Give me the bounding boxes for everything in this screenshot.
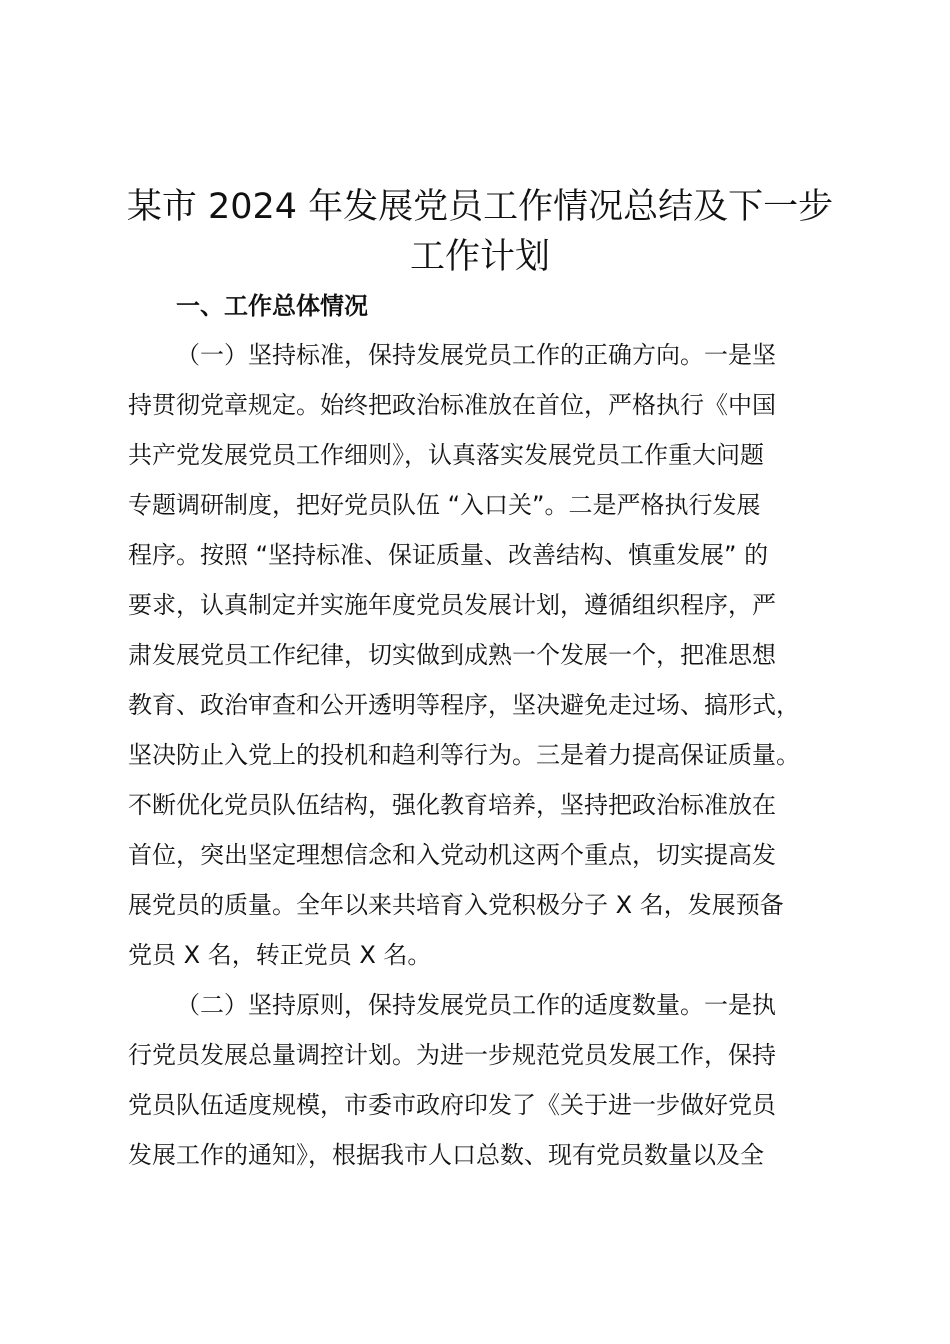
- paragraph-line: 坚决防止入党上的投机和趋利等行为。三是着力提高保证质量。: [128, 741, 800, 769]
- paragraph-line: 要求，认真制定并实施年度党员发展计划，遵循组织程序，严: [128, 591, 776, 619]
- title-line-1: 某市 2024 年发展党员工作情况总结及下一步: [126, 187, 834, 227]
- paragraph-line: 持贯彻党章规定。始终把政治标准放在首位，严格执行《中国: [128, 391, 776, 419]
- paragraph-line: 专题调研制度，把好党员队伍 “入口关”。二是严格执行发展: [128, 491, 761, 519]
- paragraph-line: （一）坚持标准，保持发展党员工作的正确方向。一是坚: [176, 341, 776, 369]
- title-line-2: 工作计划: [409, 237, 550, 277]
- paragraph-line: 程序。按照 “坚持标准、保证质量、改善结构、慎重发展” 的: [128, 541, 769, 569]
- paragraph-line: 党员 X 名，转正党员 X 名。: [128, 941, 432, 969]
- paragraph-line: 教育、政治审查和公开透明等程序，坚决避免走过场、搞形式，: [128, 691, 800, 719]
- paragraph-line: 党员队伍适度规模，市委市政府印发了《关于进一步做好党员: [128, 1091, 776, 1119]
- paragraph-line: 不断优化党员队伍结构，强化教育培养，坚持把政治标准放在: [128, 791, 776, 819]
- paragraph-line: 行党员发展总量调控计划。为进一步规范党员发展工作，保持: [128, 1041, 776, 1069]
- document-title: [100, 182, 860, 282]
- paragraph-2: [128, 980, 836, 1180]
- paragraph-line: 共产党发展党员工作细则》，认真落实发展党员工作重大问题: [128, 441, 764, 469]
- section-heading: 一、工作总体情况: [176, 292, 368, 320]
- paragraph-line: 发展工作的通知》，根据我市人口总数、现有党员数量以及全: [128, 1141, 764, 1169]
- paragraph-1: [128, 330, 836, 980]
- paragraph-line: 展党员的质量。全年以来共培育入党积极分子 X 名，发展预备: [128, 891, 784, 919]
- paragraph-line: 肃发展党员工作纪律，切实做到成熟一个发展一个，把准思想: [128, 641, 776, 669]
- paragraph-line: （二）坚持原则，保持发展党员工作的适度数量。一是执: [176, 991, 776, 1019]
- paragraph-line: 首位，突出坚定理想信念和入党动机这两个重点，切实提高发: [128, 841, 776, 869]
